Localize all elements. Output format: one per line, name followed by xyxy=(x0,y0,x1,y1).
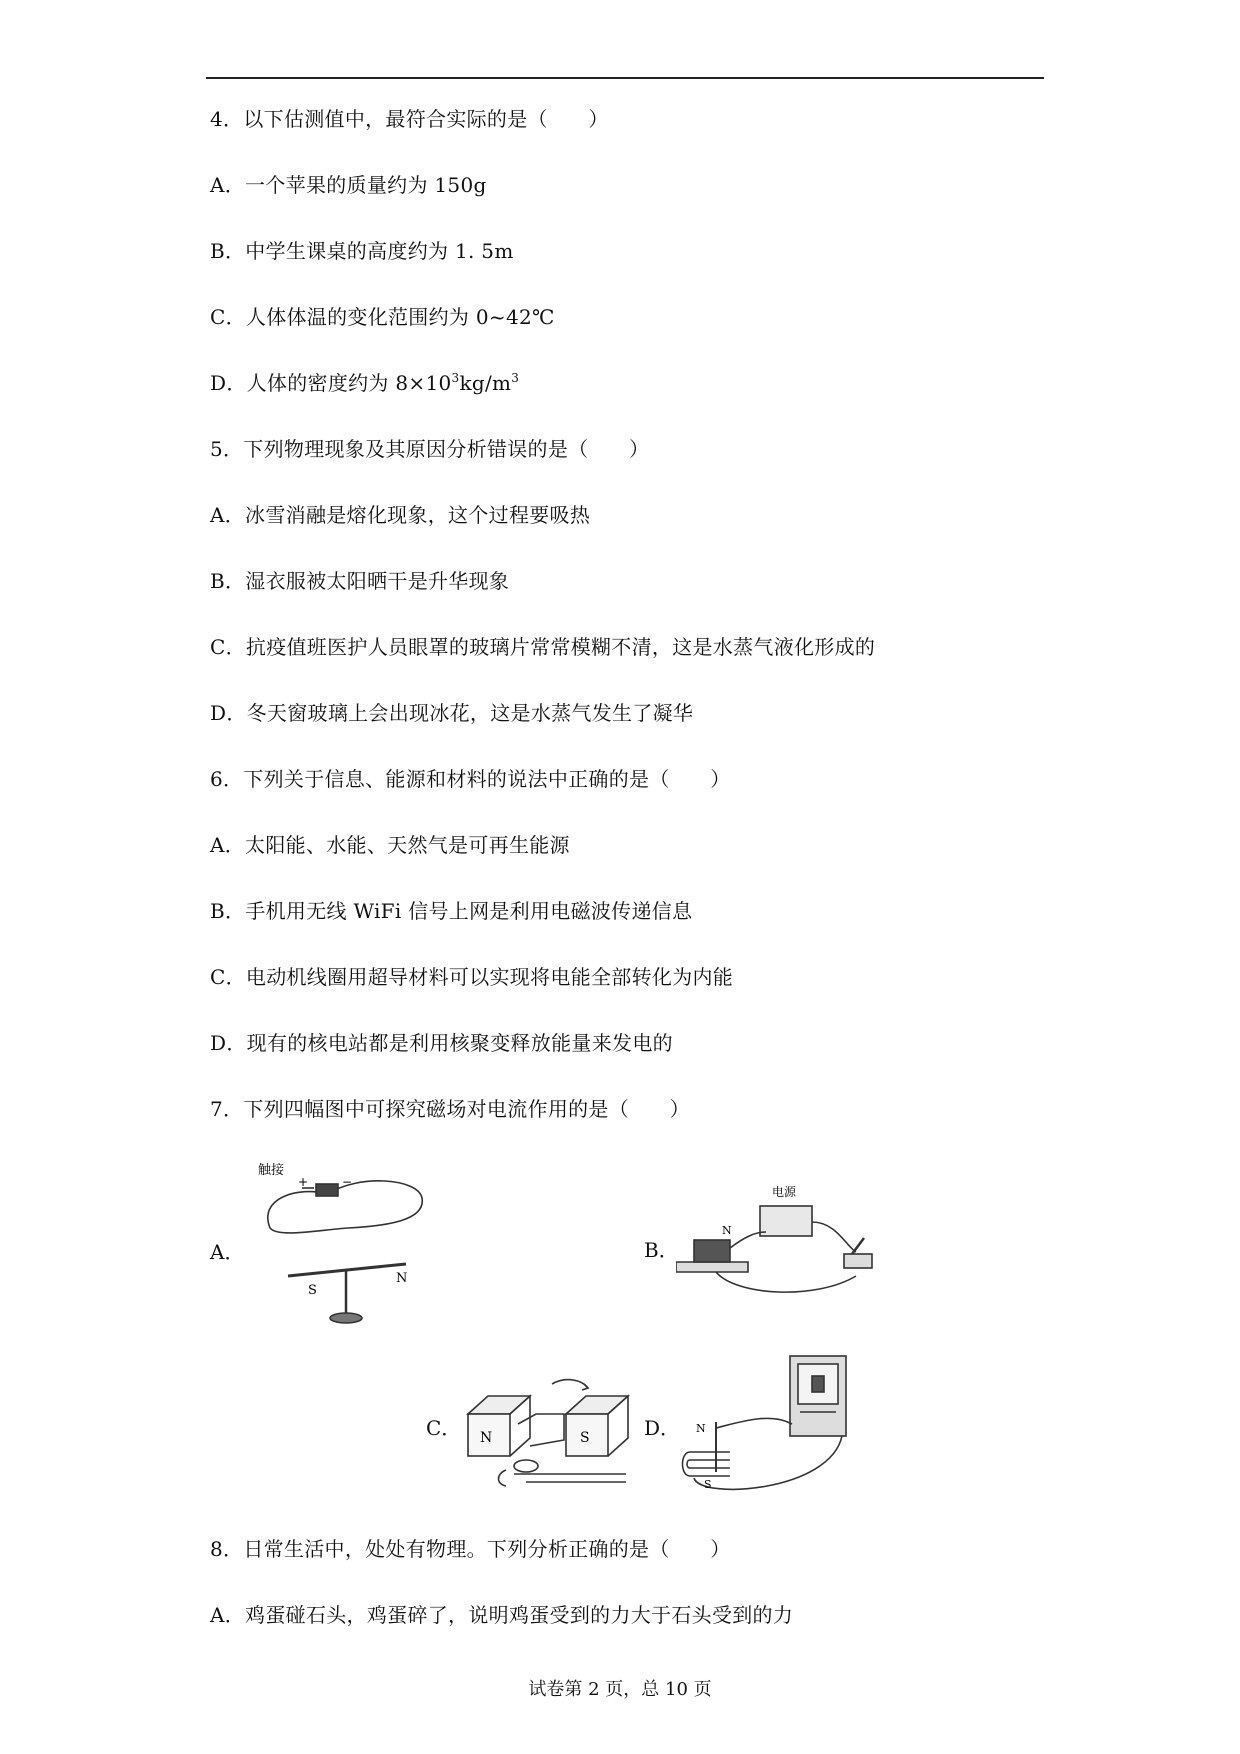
question-8-option-a: A．鸡蛋碰石头，鸡蛋碎了，说明鸡蛋受到的力大于石头受到的力 xyxy=(210,1603,794,1627)
question-5-option-d: D．冬天窗玻璃上会出现冰花，这是水蒸气发生了凝华 xyxy=(210,701,694,725)
figure-label-d: D． xyxy=(644,1416,681,1440)
figure-a-touch: 触接 xyxy=(258,1163,285,1178)
page-footer: 试卷第 2 页，总 10 页 xyxy=(528,1679,712,1700)
figure-b-power: 电源 xyxy=(772,1185,797,1199)
figure-b-circuit xyxy=(676,1176,880,1304)
question-4-stem: 4．以下估测值中，最符合实际的是（ ） xyxy=(210,107,609,131)
figure-d-galvanometer xyxy=(680,1352,852,1502)
question-6-option-a: A．太阳能、水能、天然气是可再生能源 xyxy=(210,833,570,857)
figure-a-minus: − xyxy=(342,1175,353,1189)
question-5-stem: 5．下列物理现象及其原因分析错误的是（ ） xyxy=(210,437,650,461)
question-5-option-a: A．冰雪消融是熔化现象，这个过程要吸热 xyxy=(210,503,591,527)
question-5-option-c: C．抗疫值班医护人员眼罩的玻璃片常常模糊不清，这是水蒸气液化形成的 xyxy=(210,635,876,659)
figure-a-plus: + xyxy=(298,1175,309,1189)
figure-c-s: S xyxy=(580,1430,590,1446)
question-4-option-d xyxy=(210,369,519,397)
figure-a-n: N xyxy=(396,1271,408,1286)
figure-c-magnets xyxy=(466,1374,630,1494)
question-7-stem: 7．下列四幅图中可探究磁场对电流作用的是（ ） xyxy=(210,1097,690,1121)
question-6-option-d: D．现有的核电站都是利用核聚变释放能量来发电的 xyxy=(210,1031,673,1055)
figure-a-oersted xyxy=(258,1158,430,1330)
question-8-stem: 8．日常生活中，处处有物理。下列分析正确的是（ ） xyxy=(210,1537,731,1561)
option-d-exp: 3 xyxy=(451,371,460,385)
figure-a-s: S xyxy=(308,1283,317,1298)
question-4-option-c: C．人体体温的变化范围约为 0~42℃ xyxy=(210,305,555,329)
figure-label-b: B． xyxy=(644,1238,679,1262)
figure-label-a: A． xyxy=(210,1240,245,1264)
question-6-option-b: B．手机用无线 WiFi 信号上网是利用电磁波传递信息 xyxy=(210,899,693,923)
question-6-option-c: C．电动机线圈用超导材料可以实现将电能全部转化为内能 xyxy=(210,965,734,989)
option-d-prefix: D．人体的密度约为 8×10 xyxy=(210,371,452,395)
option-d-unit: kg/m xyxy=(459,371,512,395)
question-4-option-b: B．中学生课桌的高度约为 1. 5m xyxy=(210,239,514,263)
figure-c-n: N xyxy=(480,1430,493,1446)
figure-d-n: N xyxy=(696,1422,706,1435)
header-rule xyxy=(206,77,1044,79)
question-4-option-a: A．一个苹果的质量约为 150g xyxy=(210,173,487,197)
figure-label-c: C． xyxy=(426,1416,462,1440)
question-5-option-b: B．湿衣服被太阳晒干是升华现象 xyxy=(210,569,510,593)
figure-b-n: N xyxy=(722,1224,732,1237)
question-6-stem: 6．下列关于信息、能源和材料的说法中正确的是（ ） xyxy=(210,767,731,791)
figure-d-s: S xyxy=(704,1478,712,1491)
option-d-unit-exp: 3 xyxy=(511,371,520,385)
